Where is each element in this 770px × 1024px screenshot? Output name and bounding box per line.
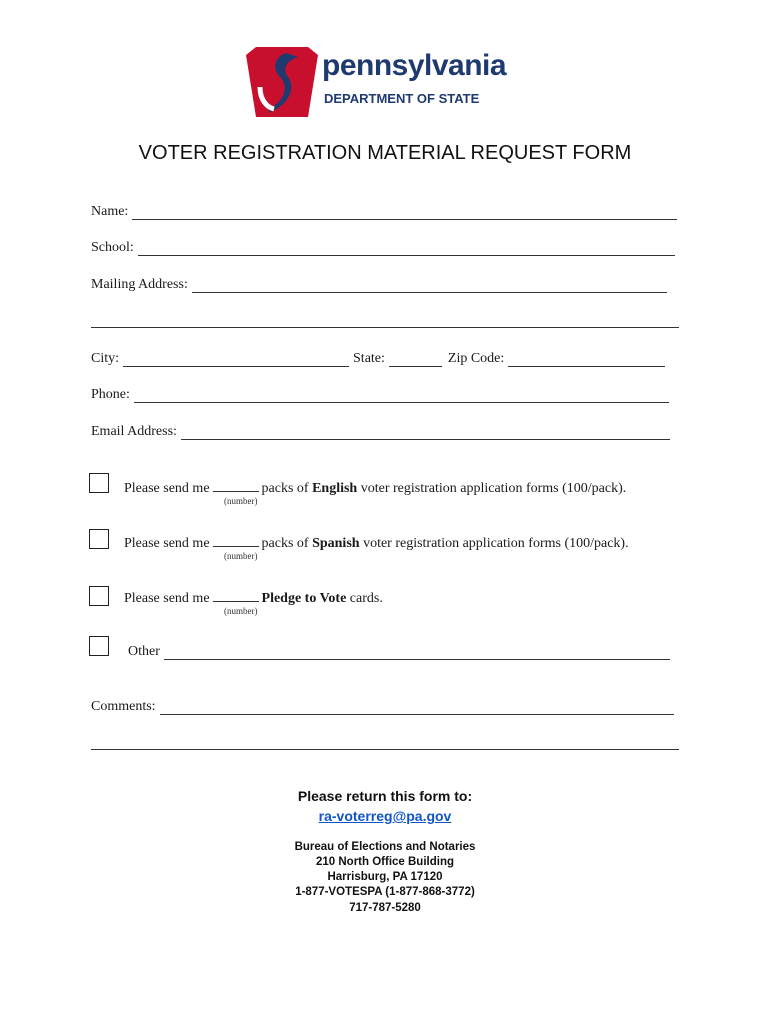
english-option-pre: Please send me	[124, 481, 210, 496]
logo-department: DEPARTMENT OF STATE	[324, 91, 480, 106]
other-checkbox[interactable]	[89, 636, 109, 656]
return-email-link[interactable]: ra-voterreg@pa.gov	[318, 808, 452, 824]
other-label: Other	[128, 644, 160, 659]
english-option-language: English	[312, 481, 358, 496]
spanish-option-post: voter registration application forms (100/pack).	[363, 536, 629, 551]
pledge-option-post: cards.	[349, 591, 383, 606]
pledge-cards-option	[124, 589, 383, 607]
state-label: State:	[353, 351, 385, 366]
city-label: City:	[91, 351, 120, 366]
school-row	[91, 240, 675, 256]
city-field[interactable]	[123, 352, 349, 367]
office-building: 210 North Office Building	[315, 856, 454, 868]
english-forms-checkbox[interactable]	[89, 473, 109, 493]
school-label: School:	[91, 240, 134, 255]
english-forms-option	[124, 479, 626, 497]
email-label: Email Address:	[91, 424, 177, 439]
pledge-option-bold: Pledge to Vote	[261, 591, 347, 606]
english-packs-count-field[interactable]	[213, 479, 259, 492]
english-option-mid: packs of	[261, 481, 309, 496]
spanish-forms-option	[124, 534, 629, 552]
name-row	[91, 204, 677, 220]
city-state-zip-row	[91, 351, 665, 367]
pledge-cards-checkbox[interactable]	[89, 586, 109, 606]
pledge-option-pre: Please send me	[124, 591, 210, 606]
name-field[interactable]	[132, 205, 677, 220]
toll-free-phone: 1-877-VOTESPA (1-877-868-3772)	[295, 886, 475, 898]
return-instructions: Please return this form to:	[297, 788, 473, 804]
form-title: VOTER REGISTRATION MATERIAL REQUEST FORM	[138, 142, 632, 164]
mailing-label: Mailing Address:	[91, 277, 188, 292]
spanish-forms-checkbox[interactable]	[89, 529, 109, 549]
zip-label: Zip Code:	[447, 351, 505, 366]
comments-row	[91, 699, 674, 715]
spanish-number-hint: (number)	[224, 551, 258, 561]
local-phone: 717-787-5280	[349, 902, 421, 914]
keystone-icon	[246, 47, 318, 117]
other-field[interactable]	[164, 645, 670, 660]
phone-field[interactable]	[134, 388, 669, 403]
comments-label: Comments:	[91, 699, 156, 714]
other-row	[128, 644, 670, 660]
english-number-hint: (number)	[224, 496, 258, 506]
zip-field[interactable]	[508, 352, 665, 367]
state-field[interactable]	[389, 352, 442, 367]
spanish-option-mid: packs of	[261, 536, 309, 551]
mailing-address-field[interactable]	[192, 278, 667, 293]
mailing-row	[91, 277, 667, 293]
mailing-address-line-2[interactable]	[91, 327, 679, 328]
bureau-name: Bureau of Elections and Notaries	[294, 841, 476, 853]
spanish-option-pre: Please send me	[124, 536, 210, 551]
city-state-zip: Harrisburg, PA 17120	[327, 871, 443, 883]
phone-label: Phone:	[91, 387, 130, 402]
phone-row	[91, 387, 669, 403]
comments-line-2[interactable]	[91, 749, 679, 750]
pa-dos-logo	[246, 47, 526, 117]
name-label: Name:	[91, 204, 129, 219]
spanish-packs-count-field[interactable]	[213, 534, 259, 547]
english-option-post: voter registration application forms (100/pack).	[360, 481, 627, 496]
comments-field[interactable]	[160, 700, 674, 715]
email-row	[91, 424, 670, 440]
spanish-option-language: Spanish	[312, 536, 360, 551]
pledge-cards-count-field[interactable]	[213, 589, 259, 602]
school-field[interactable]	[138, 241, 675, 256]
pledge-number-hint: (number)	[224, 606, 258, 616]
email-address-field[interactable]	[181, 425, 670, 440]
logo-wordmark: pennsylvania	[322, 49, 507, 82]
